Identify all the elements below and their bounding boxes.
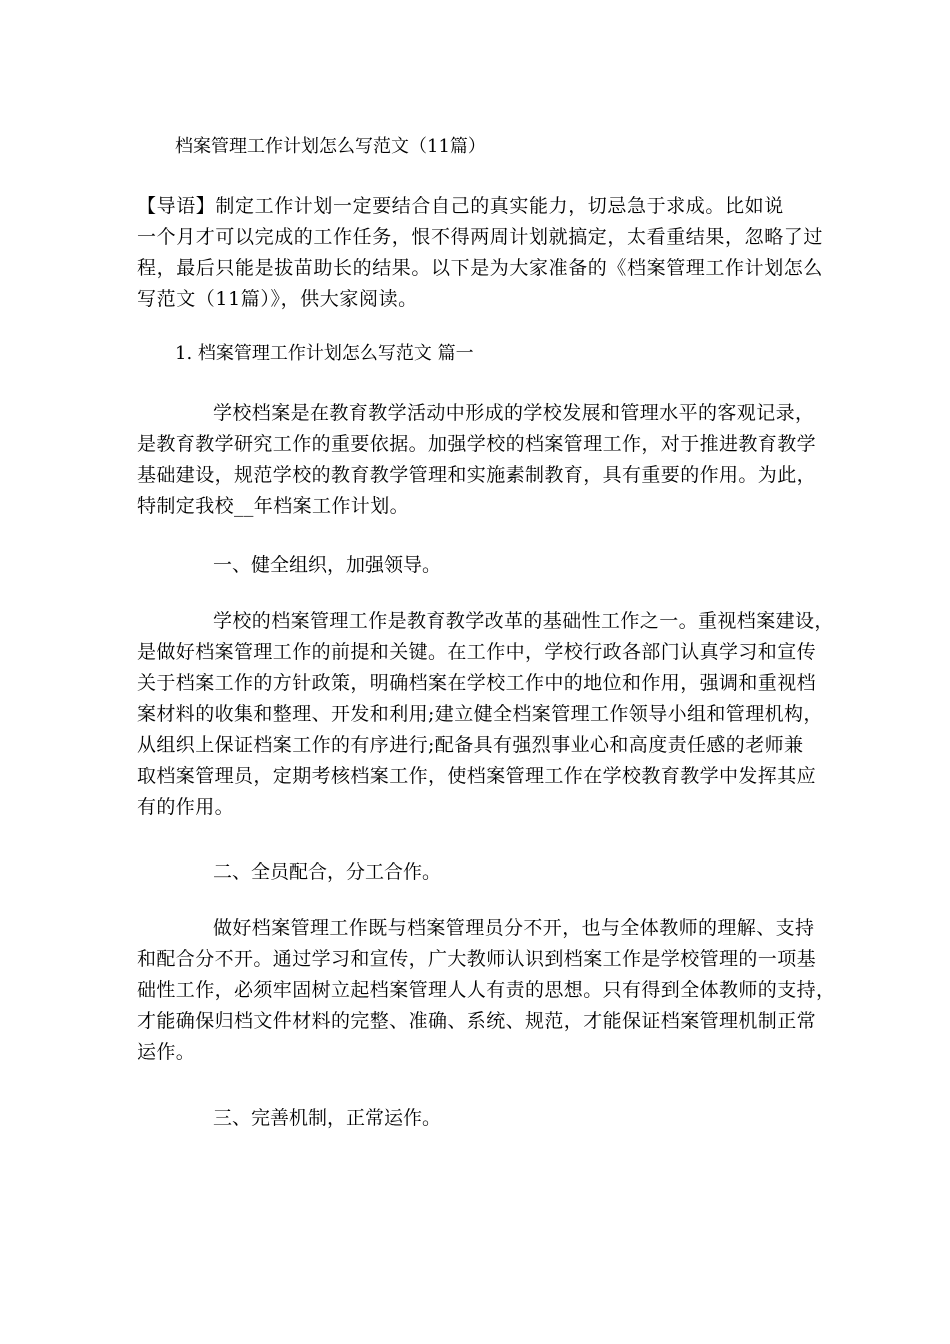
intro-line: 【导语】制定工作计划一定要结合自己的真实能力，切忌急于求成。比如说 xyxy=(137,195,784,217)
heading-1: 一、健全组织，加强领导。 xyxy=(213,554,442,576)
paragraph-line: 是做好档案管理工作的前提和关键。在工作中，学校行政各部门认真学习和宣传 xyxy=(137,641,817,663)
intro-line: 写范文（11篇）》，供大家阅读。 xyxy=(137,288,418,310)
paragraph-line: 特制定我校__年档案工作计划。 xyxy=(137,495,410,517)
paragraph-line: 案材料的收集和整理、开发和利用;建立健全档案管理工作领导小组和管理机构， xyxy=(137,703,823,725)
paragraph-line: 才能确保归档文件材料的完整、准确、系统、规范，才能保证档案管理机制正常 xyxy=(137,1010,817,1032)
paragraph-line: 做好档案管理工作既与档案管理员分不开，也与全体教师的理解、支持 xyxy=(213,917,815,939)
heading-3: 三、完善机制，正常运作。 xyxy=(213,1107,442,1129)
intro-line: 一个月才可以完成的工作任务，恨不得两周计划就搞定，太看重结果，忽略了过 xyxy=(137,226,824,248)
paragraph-1 xyxy=(137,398,827,522)
intro-paragraph xyxy=(137,191,827,315)
paragraph-line: 学校档案是在教育教学活动中形成的学校发展和管理水平的客观记录， xyxy=(213,402,815,424)
section-title: 1. 档案管理工作计划怎么写范文 篇一 xyxy=(175,343,474,364)
intro-line: 程，最后只能是拔苗助长的结果。以下是为大家准备的《档案管理工作计划怎么 xyxy=(137,257,824,279)
paragraph-line: 是教育教学研究工作的重要依据。加强学校的档案管理工作，对于推进教育教学 xyxy=(137,433,817,455)
paragraph-line: 运作。 xyxy=(137,1041,196,1063)
paragraph-line: 基础建设，规范学校的教育教学管理和实施素制教育，具有重要的作用。为此， xyxy=(137,464,817,486)
paragraph-line: 从组织上保证档案工作的有序进行;配备具有强烈事业心和高度责任感的老师兼 xyxy=(137,734,804,756)
paragraph-line: 学校的档案管理工作是教育教学改革的基础性工作之一。重视档案建设， xyxy=(213,610,834,632)
paragraph-line: 关于档案工作的方针政策，明确档案在学校工作中的地位和作用，强调和重视档 xyxy=(137,672,817,694)
document-title: 档案管理工作计划怎么写范文（11篇） xyxy=(175,136,486,157)
paragraph-3 xyxy=(137,913,836,1068)
paragraph-2 xyxy=(137,606,834,823)
paragraph-line: 有的作用。 xyxy=(137,796,235,818)
heading-2: 二、全员配合，分工合作。 xyxy=(213,861,442,883)
paragraph-line: 础性工作，必须牢固树立起档案管理人人有责的思想。只有得到全体教师的支持， xyxy=(137,979,836,1001)
paragraph-line: 取档案管理员，定期考核档案工作，使档案管理工作在学校教育教学中发挥其应 xyxy=(137,765,817,787)
paragraph-line: 和配合分不开。通过学习和宣传，广大教师认识到档案工作是学校管理的一项基 xyxy=(137,948,817,970)
